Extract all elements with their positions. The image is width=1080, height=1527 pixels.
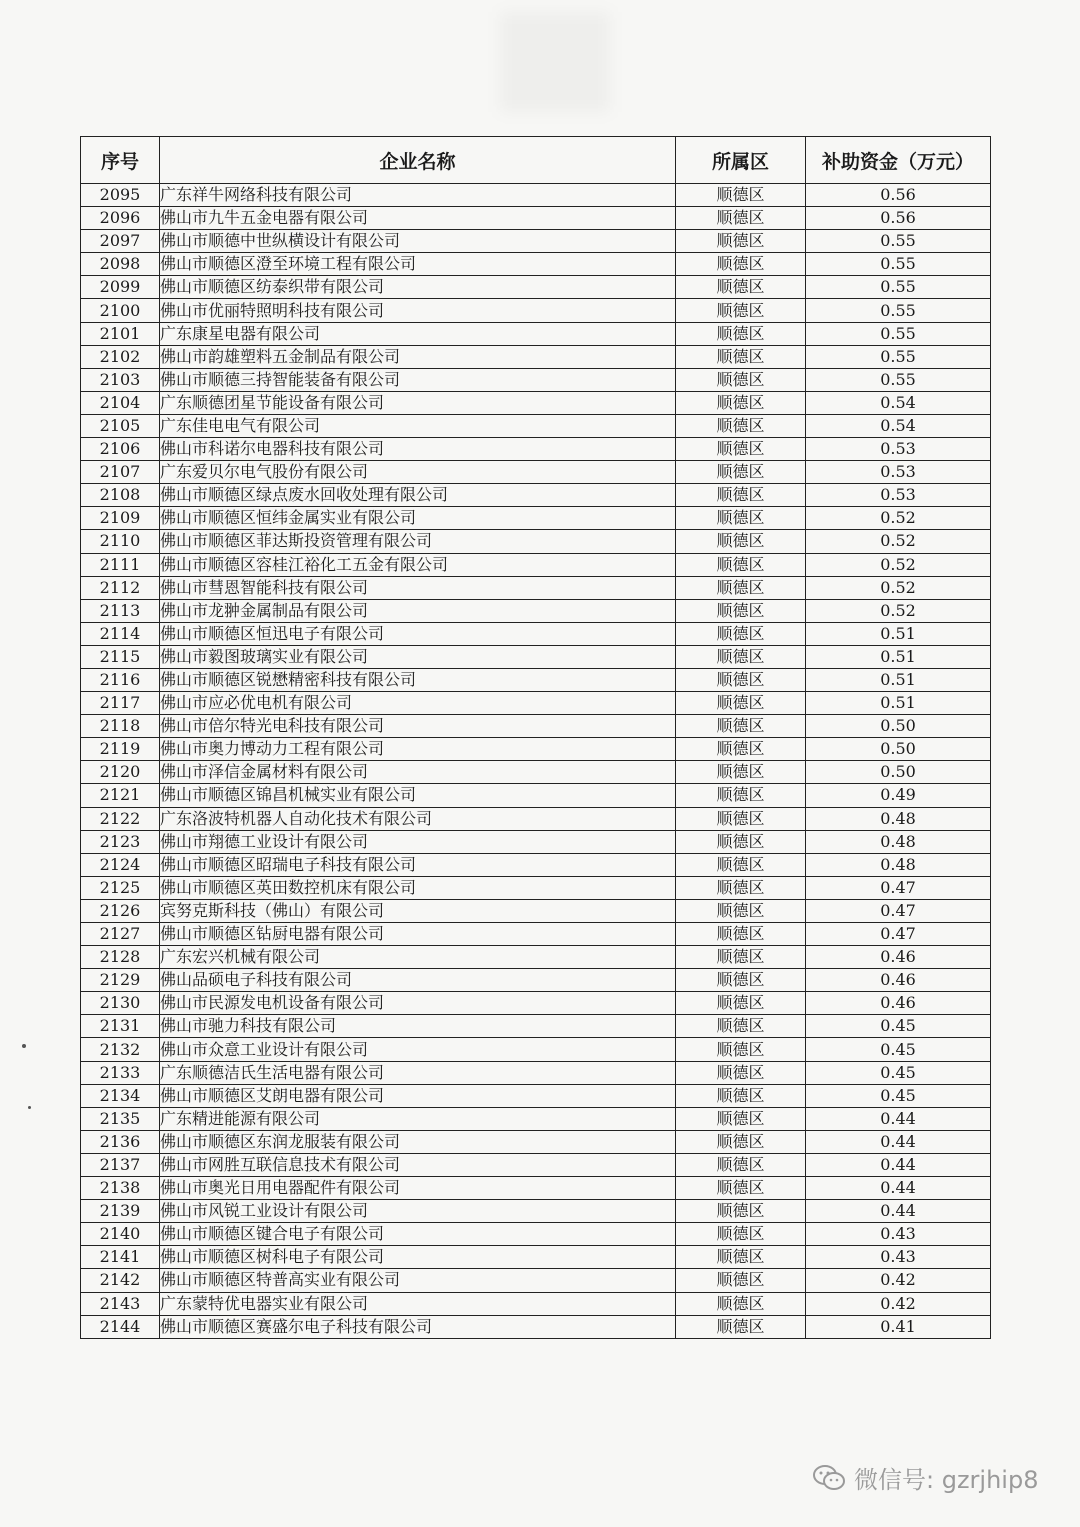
cell-company-name: 佛山市顺德区英田数控机床有限公司: [160, 876, 676, 899]
cell-serial-no: 2104: [81, 391, 160, 414]
cell-serial-no: 2125: [81, 876, 160, 899]
cell-company-name: 佛山市顺德中世纵横设计有限公司: [160, 230, 676, 253]
cell-serial-no: 2142: [81, 1269, 160, 1292]
cell-serial-no: 2121: [81, 784, 160, 807]
cell-serial-no: 2137: [81, 1153, 160, 1176]
cell-company-name: 佛山市九牛五金电器有限公司: [160, 207, 676, 230]
cell-company-name: 佛山品硕电子科技有限公司: [160, 969, 676, 992]
cell-subsidy-amount: 0.55: [806, 230, 991, 253]
cell-serial-no: 2095: [81, 184, 160, 207]
cell-serial-no: 2100: [81, 299, 160, 322]
cell-serial-no: 2135: [81, 1107, 160, 1130]
cell-district: 顺德区: [676, 1200, 806, 1223]
table-row: [81, 299, 991, 322]
cell-serial-no: 2112: [81, 576, 160, 599]
cell-serial-no: 2117: [81, 692, 160, 715]
scan-speck: [22, 1044, 26, 1048]
cell-district: 顺德区: [676, 1061, 806, 1084]
table-row: [81, 276, 991, 299]
cell-company-name: 佛山市网胜互联信息技术有限公司: [160, 1153, 676, 1176]
cell-subsidy-amount: 0.53: [806, 484, 991, 507]
cell-serial-no: 2130: [81, 992, 160, 1015]
table-row: [81, 1107, 991, 1130]
cell-district: 顺德区: [676, 1292, 806, 1315]
cell-subsidy-amount: 0.51: [806, 645, 991, 668]
table-row: [81, 761, 991, 784]
cell-subsidy-amount: 0.44: [806, 1177, 991, 1200]
cell-district: 顺德区: [676, 946, 806, 969]
cell-subsidy-amount: 0.50: [806, 761, 991, 784]
cell-subsidy-amount: 0.47: [806, 876, 991, 899]
cell-district: 顺德区: [676, 322, 806, 345]
cell-serial-no: 2143: [81, 1292, 160, 1315]
cell-subsidy-amount: 0.55: [806, 253, 991, 276]
cell-district: 顺德区: [676, 761, 806, 784]
table-row: [81, 207, 991, 230]
table-row: [81, 969, 991, 992]
table-row: [81, 1269, 991, 1292]
cell-company-name: 佛山市驰力科技有限公司: [160, 1015, 676, 1038]
cell-company-name: 佛山市顺德区澄至环境工程有限公司: [160, 253, 676, 276]
cell-company-name: 佛山市龙翀金属制品有限公司: [160, 599, 676, 622]
cell-serial-no: 2096: [81, 207, 160, 230]
table-row: [81, 1038, 991, 1061]
table-row: [81, 553, 991, 576]
cell-serial-no: 2109: [81, 507, 160, 530]
cell-subsidy-amount: 0.53: [806, 438, 991, 461]
cell-district: 顺德区: [676, 1130, 806, 1153]
cell-district: 顺德区: [676, 1084, 806, 1107]
table-row: [81, 576, 991, 599]
table-row: [81, 645, 991, 668]
cell-district: 顺德区: [676, 1246, 806, 1269]
cell-subsidy-amount: 0.44: [806, 1153, 991, 1176]
cell-serial-no: 2131: [81, 1015, 160, 1038]
cell-subsidy-amount: 0.53: [806, 461, 991, 484]
cell-company-name: 佛山市顺德区纺泰织带有限公司: [160, 276, 676, 299]
header-serial-no: 序号: [81, 137, 160, 184]
table-row: [81, 368, 991, 391]
table-row: [81, 530, 991, 553]
cell-serial-no: 2133: [81, 1061, 160, 1084]
cell-subsidy-amount: 0.46: [806, 992, 991, 1015]
subsidy-table: [80, 136, 991, 1339]
cell-district: 顺德区: [676, 923, 806, 946]
table-row: [81, 414, 991, 437]
cell-subsidy-amount: 0.42: [806, 1292, 991, 1315]
table-row: [81, 668, 991, 691]
cell-district: 顺德区: [676, 622, 806, 645]
cell-subsidy-amount: 0.52: [806, 576, 991, 599]
table-row: [81, 1200, 991, 1223]
cell-district: 顺德区: [676, 1015, 806, 1038]
cell-serial-no: 2118: [81, 715, 160, 738]
cell-subsidy-amount: 0.55: [806, 299, 991, 322]
cell-subsidy-amount: 0.41: [806, 1315, 991, 1338]
cell-company-name: 佛山市泽信金属材料有限公司: [160, 761, 676, 784]
cell-subsidy-amount: 0.56: [806, 207, 991, 230]
table-row: [81, 1153, 991, 1176]
cell-subsidy-amount: 0.52: [806, 599, 991, 622]
table-row: [81, 253, 991, 276]
table-row: [81, 1015, 991, 1038]
cell-serial-no: 2140: [81, 1223, 160, 1246]
cell-district: 顺德区: [676, 1038, 806, 1061]
cell-district: 顺德区: [676, 299, 806, 322]
cell-company-name: 广东康星电器有限公司: [160, 322, 676, 345]
cell-district: 顺德区: [676, 530, 806, 553]
table-row: [81, 923, 991, 946]
scan-speck: [28, 1106, 31, 1109]
cell-company-name: 佛山市顺德区容桂江裕化工五金有限公司: [160, 553, 676, 576]
cell-company-name: 佛山市倍尔特光电科技有限公司: [160, 715, 676, 738]
table-row: [81, 622, 991, 645]
table-row: [81, 876, 991, 899]
cell-company-name: 佛山市顺德区绿点废水回收处理有限公司: [160, 484, 676, 507]
cell-serial-no: 2126: [81, 899, 160, 922]
table-row: [81, 853, 991, 876]
table-row: [81, 345, 991, 368]
table-row: [81, 507, 991, 530]
cell-subsidy-amount: 0.44: [806, 1200, 991, 1223]
cell-subsidy-amount: 0.52: [806, 507, 991, 530]
cell-subsidy-amount: 0.54: [806, 391, 991, 414]
cell-subsidy-amount: 0.51: [806, 622, 991, 645]
cell-serial-no: 2110: [81, 530, 160, 553]
table-row: [81, 738, 991, 761]
cell-serial-no: 2124: [81, 853, 160, 876]
cell-subsidy-amount: 0.43: [806, 1223, 991, 1246]
cell-company-name: 佛山市应必优电机有限公司: [160, 692, 676, 715]
table-row: [81, 438, 991, 461]
table-row: [81, 322, 991, 345]
cell-serial-no: 2138: [81, 1177, 160, 1200]
cell-company-name: 佛山市顺德区键合电子有限公司: [160, 1223, 676, 1246]
table-row: [81, 715, 991, 738]
cell-subsidy-amount: 0.52: [806, 530, 991, 553]
cell-district: 顺德区: [676, 1223, 806, 1246]
cell-district: 顺德区: [676, 276, 806, 299]
cell-company-name: 广东祥牛网络科技有限公司: [160, 184, 676, 207]
header-company-name: 企业名称: [160, 137, 676, 184]
cell-company-name: 佛山市顺德区昭瑞电子科技有限公司: [160, 853, 676, 876]
cell-district: 顺德区: [676, 1177, 806, 1200]
cell-district: 顺德区: [676, 599, 806, 622]
cell-district: 顺德区: [676, 1107, 806, 1130]
cell-district: 顺德区: [676, 784, 806, 807]
cell-district: 顺德区: [676, 1153, 806, 1176]
cell-district: 顺德区: [676, 230, 806, 253]
cell-serial-no: 2107: [81, 461, 160, 484]
wechat-watermark: [812, 1460, 1038, 1495]
cell-subsidy-amount: 0.48: [806, 853, 991, 876]
cell-subsidy-amount: 0.45: [806, 1084, 991, 1107]
cell-company-name: 佛山市顺德区恒迅电子有限公司: [160, 622, 676, 645]
cell-company-name: 佛山市风锐工业设计有限公司: [160, 1200, 676, 1223]
table-row: [81, 1130, 991, 1153]
table-row: [81, 184, 991, 207]
cell-district: 顺德区: [676, 391, 806, 414]
cell-district: 顺德区: [676, 992, 806, 1015]
table-row: [81, 1292, 991, 1315]
cell-district: 顺德区: [676, 253, 806, 276]
cell-serial-no: 2115: [81, 645, 160, 668]
table-row: [81, 599, 991, 622]
cell-serial-no: 2119: [81, 738, 160, 761]
cell-company-name: 佛山市顺德区锦昌机械实业有限公司: [160, 784, 676, 807]
cell-district: 顺德区: [676, 830, 806, 853]
cell-company-name: 宾努克斯科技（佛山）有限公司: [160, 899, 676, 922]
cell-company-name: 佛山市顺德区赛盛尔电子科技有限公司: [160, 1315, 676, 1338]
cell-subsidy-amount: 0.51: [806, 668, 991, 691]
table-row: [81, 807, 991, 830]
cell-district: 顺德区: [676, 1315, 806, 1338]
cell-serial-no: 2102: [81, 345, 160, 368]
cell-district: 顺德区: [676, 876, 806, 899]
cell-serial-no: 2136: [81, 1130, 160, 1153]
cell-subsidy-amount: 0.42: [806, 1269, 991, 1292]
table-row: [81, 784, 991, 807]
cell-company-name: 佛山市顺德区东润龙服装有限公司: [160, 1130, 676, 1153]
table-row: [81, 484, 991, 507]
cell-company-name: 佛山市顺德区菲达斯投资管理有限公司: [160, 530, 676, 553]
cell-serial-no: 2098: [81, 253, 160, 276]
cell-district: 顺德区: [676, 853, 806, 876]
cell-company-name: 佛山市彗恩智能科技有限公司: [160, 576, 676, 599]
cell-subsidy-amount: 0.51: [806, 692, 991, 715]
cell-serial-no: 2122: [81, 807, 160, 830]
cell-district: 顺德区: [676, 668, 806, 691]
cell-serial-no: 2108: [81, 484, 160, 507]
cell-subsidy-amount: 0.55: [806, 368, 991, 391]
cell-company-name: 佛山市顺德区锐懋精密科技有限公司: [160, 668, 676, 691]
cell-subsidy-amount: 0.48: [806, 807, 991, 830]
cell-serial-no: 2120: [81, 761, 160, 784]
cell-serial-no: 2101: [81, 322, 160, 345]
cell-district: 顺德区: [676, 969, 806, 992]
cell-district: 顺德区: [676, 553, 806, 576]
cell-subsidy-amount: 0.46: [806, 946, 991, 969]
cell-serial-no: 2106: [81, 438, 160, 461]
table-row: [81, 1246, 991, 1269]
table-row: [81, 1223, 991, 1246]
cell-district: 顺德区: [676, 715, 806, 738]
cell-subsidy-amount: 0.44: [806, 1130, 991, 1153]
cell-serial-no: 2127: [81, 923, 160, 946]
cell-subsidy-amount: 0.55: [806, 322, 991, 345]
cell-serial-no: 2111: [81, 553, 160, 576]
cell-district: 顺德区: [676, 738, 806, 761]
cell-serial-no: 2139: [81, 1200, 160, 1223]
cell-subsidy-amount: 0.44: [806, 1107, 991, 1130]
cell-subsidy-amount: 0.50: [806, 738, 991, 761]
watermark-text: 微信号: gzrjhip8: [854, 1466, 1039, 1494]
cell-serial-no: 2144: [81, 1315, 160, 1338]
cell-subsidy-amount: 0.52: [806, 553, 991, 576]
table-row: [81, 899, 991, 922]
cell-serial-no: 2113: [81, 599, 160, 622]
cell-serial-no: 2128: [81, 946, 160, 969]
cell-company-name: 佛山市科诺尔电器科技有限公司: [160, 438, 676, 461]
header-district: 所属区: [676, 137, 806, 184]
table-row: [81, 992, 991, 1015]
cell-serial-no: 2114: [81, 622, 160, 645]
table-row: [81, 946, 991, 969]
cell-subsidy-amount: 0.47: [806, 899, 991, 922]
table-row: [81, 1315, 991, 1338]
cell-company-name: 广东顺德团星节能设备有限公司: [160, 391, 676, 414]
cell-serial-no: 2129: [81, 969, 160, 992]
cell-company-name: 广东宏兴机械有限公司: [160, 946, 676, 969]
cell-company-name: 广东爱贝尔电气股份有限公司: [160, 461, 676, 484]
cell-company-name: 广东顺德洁氏生活电器有限公司: [160, 1061, 676, 1084]
cell-company-name: 佛山市毅图玻璃实业有限公司: [160, 645, 676, 668]
cell-subsidy-amount: 0.47: [806, 923, 991, 946]
cell-serial-no: 2123: [81, 830, 160, 853]
table-row: [81, 1084, 991, 1107]
cell-district: 顺德区: [676, 507, 806, 530]
cell-subsidy-amount: 0.54: [806, 414, 991, 437]
cell-company-name: 佛山市顺德区特普高实业有限公司: [160, 1269, 676, 1292]
cell-serial-no: 2141: [81, 1246, 160, 1269]
header-subsidy-amount: 补助资金（万元）: [806, 137, 991, 184]
cell-subsidy-amount: 0.49: [806, 784, 991, 807]
cell-district: 顺德区: [676, 414, 806, 437]
table-row: [81, 1177, 991, 1200]
cell-subsidy-amount: 0.45: [806, 1061, 991, 1084]
cell-company-name: 佛山市翔德工业设计有限公司: [160, 830, 676, 853]
cell-company-name: 佛山市顺德区恒纬金属实业有限公司: [160, 507, 676, 530]
cell-company-name: 佛山市韵雄塑料五金制品有限公司: [160, 345, 676, 368]
cell-subsidy-amount: 0.48: [806, 830, 991, 853]
cell-district: 顺德区: [676, 368, 806, 391]
cell-district: 顺德区: [676, 438, 806, 461]
cell-subsidy-amount: 0.55: [806, 276, 991, 299]
cell-company-name: 佛山市奥光日用电器配件有限公司: [160, 1177, 676, 1200]
cell-subsidy-amount: 0.43: [806, 1246, 991, 1269]
table-row: [81, 230, 991, 253]
table-row: [81, 391, 991, 414]
wechat-icon: [812, 1464, 846, 1492]
cell-company-name: 广东蒙特优电器实业有限公司: [160, 1292, 676, 1315]
cell-subsidy-amount: 0.45: [806, 1038, 991, 1061]
cell-serial-no: 2105: [81, 414, 160, 437]
table-row: [81, 1061, 991, 1084]
table-header-row: [81, 137, 991, 184]
cell-company-name: 佛山市众意工业设计有限公司: [160, 1038, 676, 1061]
cell-district: 顺德区: [676, 184, 806, 207]
cell-district: 顺德区: [676, 807, 806, 830]
scan-shadow: [500, 12, 610, 112]
cell-serial-no: 2134: [81, 1084, 160, 1107]
cell-district: 顺德区: [676, 484, 806, 507]
cell-subsidy-amount: 0.45: [806, 1015, 991, 1038]
cell-district: 顺德区: [676, 899, 806, 922]
cell-company-name: 佛山市顺德三持智能装备有限公司: [160, 368, 676, 391]
cell-company-name: 广东洛波特机器人自动化技术有限公司: [160, 807, 676, 830]
cell-district: 顺德区: [676, 345, 806, 368]
cell-subsidy-amount: 0.55: [806, 345, 991, 368]
cell-district: 顺德区: [676, 692, 806, 715]
cell-company-name: 广东精进能源有限公司: [160, 1107, 676, 1130]
cell-company-name: 佛山市优丽特照明科技有限公司: [160, 299, 676, 322]
cell-subsidy-amount: 0.56: [806, 184, 991, 207]
cell-company-name: 佛山市顺德区艾朗电器有限公司: [160, 1084, 676, 1107]
cell-district: 顺德区: [676, 461, 806, 484]
cell-district: 顺德区: [676, 576, 806, 599]
cell-subsidy-amount: 0.50: [806, 715, 991, 738]
cell-serial-no: 2099: [81, 276, 160, 299]
cell-serial-no: 2097: [81, 230, 160, 253]
cell-serial-no: 2103: [81, 368, 160, 391]
table-row: [81, 830, 991, 853]
cell-serial-no: 2116: [81, 668, 160, 691]
cell-district: 顺德区: [676, 207, 806, 230]
cell-company-name: 佛山市奥力博动力工程有限公司: [160, 738, 676, 761]
cell-company-name: 广东佳电电气有限公司: [160, 414, 676, 437]
cell-serial-no: 2132: [81, 1038, 160, 1061]
cell-company-name: 佛山市顺德区树科电子有限公司: [160, 1246, 676, 1269]
table-row: [81, 461, 991, 484]
cell-district: 顺德区: [676, 645, 806, 668]
cell-district: 顺德区: [676, 1269, 806, 1292]
table-body: [81, 184, 991, 1339]
cell-company-name: 佛山市顺德区钻厨电器有限公司: [160, 923, 676, 946]
cell-company-name: 佛山市民源发电机设备有限公司: [160, 992, 676, 1015]
table-row: [81, 692, 991, 715]
cell-subsidy-amount: 0.46: [806, 969, 991, 992]
